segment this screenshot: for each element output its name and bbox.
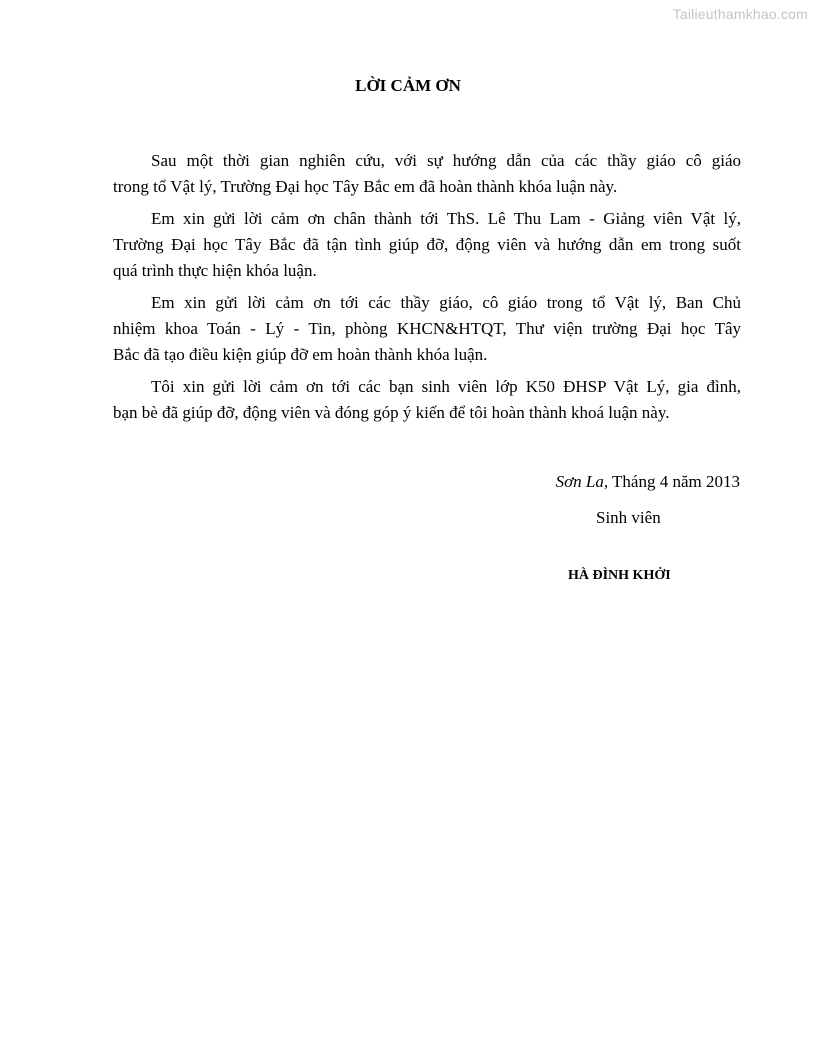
signer-role: Sinh viên xyxy=(596,508,661,527)
date-text: , Tháng 4 năm 2013 xyxy=(603,472,740,491)
signer-name: HÀ ĐÌNH KHỞI xyxy=(568,568,671,583)
paragraph-line: nhiệm khoa Toán - Lý - Tin, phòng KHCN&HTQT, Thư viện trường Đại học Tây xyxy=(113,319,741,338)
paragraph-line: bạn bè đã giúp đỡ, động viên và đóng góp ý kiến để tôi hoàn thành khoá luận này. xyxy=(113,403,670,422)
paragraph-line: trong tổ Vật lý, Trường Đại học Tây Bắc em đã hoàn thành khóa luận này. xyxy=(113,177,618,196)
paragraph-line: quá trình thực hiện khóa luận. xyxy=(113,261,317,280)
watermark-text: Tailieuthamkhao.com xyxy=(672,6,808,22)
page-title: LỜI CẢM ƠN xyxy=(355,76,461,95)
paragraph-3 xyxy=(113,290,741,368)
paragraph-line: Trường Đại học Tây Bắc đã tận tình giúp đỡ, động viên và hướng dẫn em trong suốt xyxy=(113,235,741,254)
paragraph-line: Em xin gửi lời cảm ơn chân thành tới ThS. Lê Thu Lam - Giảng viên Vật lý, xyxy=(151,209,741,228)
date-line xyxy=(556,472,740,492)
document-body xyxy=(113,148,741,432)
paragraph-line: Bắc đã tạo điều kiện giúp đỡ em hoàn thành khóa luận. xyxy=(113,345,488,364)
paragraph-1 xyxy=(113,148,741,200)
paragraph-2 xyxy=(113,206,741,284)
paragraph-line: Sau một thời gian nghiên cứu, với sự hướng dẫn của các thầy giáo cô giáo xyxy=(151,151,741,170)
paragraph-line: Tôi xin gửi lời cảm ơn tới các bạn sinh viên lớp K50 ĐHSP Vật Lý, gia đình, xyxy=(151,377,741,396)
place-name: Sơn La xyxy=(555,472,604,491)
paragraph-4 xyxy=(113,374,741,426)
paragraph-line: Em xin gửi lời cảm ơn tới các thầy giáo, cô giáo trong tổ Vật lý, Ban Chủ xyxy=(151,293,741,312)
